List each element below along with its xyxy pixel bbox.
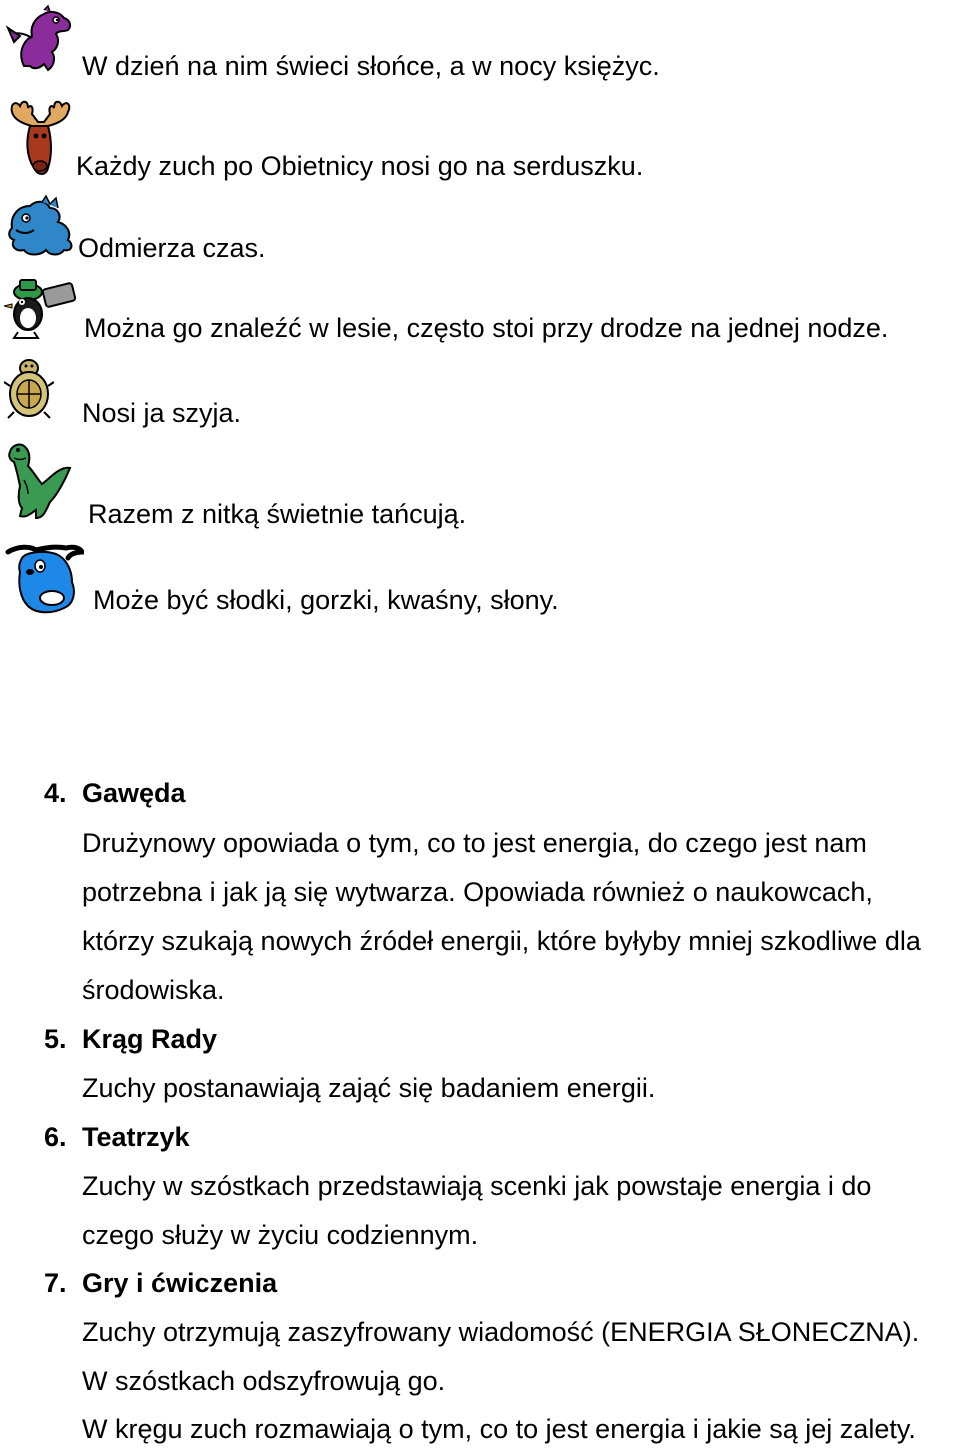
riddle-text: Każdy zuch po Obietnicy nosi go na serduszku. <box>76 151 644 181</box>
section-text-line: czego służy w życiu codziennym. <box>82 1220 479 1250</box>
riddle-text: Może być słodki, gorzki, kwaśny, słony. <box>93 585 559 615</box>
section-number: 6. <box>44 1122 67 1152</box>
section-number: 7. <box>44 1268 67 1298</box>
section-text-line: W szóstkach odszyfrowują go. <box>82 1366 446 1396</box>
section-text-line: W kręgu zuch rozmawiają o tym, co to jest energia i jakie są jej zalety. <box>82 1414 916 1444</box>
section-title: Gry i ćwiczenia <box>82 1268 278 1298</box>
purple-dragon-icon <box>4 4 76 76</box>
riddle-text: W dzień na nim świeci słońce, a w nocy księżyc. <box>82 51 660 81</box>
turtle-icon <box>4 356 54 422</box>
section-text-line: Zuchy w szóstkach przedstawiają scenki jak powstaje energia i do <box>82 1171 872 1201</box>
section-text-line: potrzebna i jak ją się wytwarza. Opowiada również o naukowcach, <box>82 877 873 907</box>
section-title: Gawęda <box>82 778 186 808</box>
penguin-with-hat-icon <box>4 276 78 342</box>
section-text-line: Drużynowy opowiada o tym, co to jest energia, do czego jest nam <box>82 828 867 858</box>
section-text-line: środowiska. <box>82 975 225 1005</box>
moose-icon <box>4 96 76 180</box>
riddle-text: Odmierza czas. <box>78 233 266 263</box>
blue-dog-icon <box>4 542 84 614</box>
section-title: Teatrzyk <box>82 1122 190 1152</box>
riddle-text: Można go znaleźć w lesie, często stoi przy drodze na jednej nodze. <box>84 313 889 343</box>
riddle-text: Nosi ja szyja. <box>82 398 242 428</box>
blue-dinosaur-icon <box>2 194 76 260</box>
section-heading <box>44 1268 277 1299</box>
section-heading <box>44 778 186 809</box>
section-heading <box>44 1024 217 1055</box>
section-title: Krąg Rady <box>82 1024 218 1054</box>
section-text-line: Zuchy postanawiają zająć się badaniem energii. <box>82 1073 656 1103</box>
section-text-line: którzy szukają nowych źródeł energii, które byłyby mniej szkodliwe dla <box>82 926 921 956</box>
section-heading <box>44 1122 190 1153</box>
section-text-line: Zuchy otrzymują zaszyfrowany wiadomość (ENERGIA SŁONECZNA). <box>82 1317 920 1347</box>
section-number: 5. <box>44 1024 67 1054</box>
riddle-text: Razem z nitką świetnie tańcują. <box>88 499 467 529</box>
green-dinosaur-icon <box>4 438 76 524</box>
section-number: 4. <box>44 778 67 808</box>
